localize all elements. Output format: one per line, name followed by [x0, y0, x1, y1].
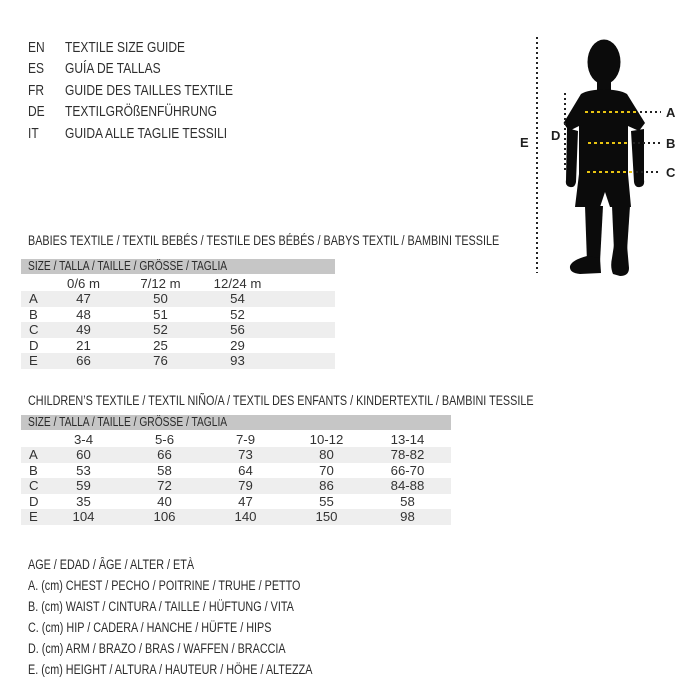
list-item [28, 101, 275, 122]
table-cell: 59 [76, 478, 91, 493]
language-title: GUIDE DES TAILLES TEXTILE [65, 81, 234, 99]
language-code: EN [28, 39, 45, 56]
arm-measure-line [564, 93, 566, 170]
chest-measure-label: A [666, 105, 676, 120]
table-row [21, 463, 451, 479]
table-cell: 60 [76, 447, 91, 462]
waist-measure-label: B [666, 136, 676, 151]
hip-measure-label: C [666, 165, 676, 180]
table-cell: 70 [319, 462, 334, 478]
table-cell: 35 [76, 493, 91, 509]
waist-connector-line [633, 142, 661, 144]
table-row [21, 509, 451, 525]
list-item [28, 80, 275, 101]
table-cell: 49 [76, 322, 91, 337]
table-cell: 80 [319, 447, 334, 462]
table-cell: 73 [238, 447, 253, 462]
table-cell: 66 [76, 353, 91, 368]
legend-chest-line: A. (cm) CHEST / PECHO / POITRINE / TRUHE / PETTO [28, 578, 301, 593]
table-cell: 86 [319, 478, 334, 493]
row-label: A [29, 291, 38, 306]
language-title: GUIDA ALLE TAGLIE TESSILI [65, 124, 228, 142]
table-cell: 54 [230, 291, 245, 306]
table-cell: 78-82 [390, 447, 425, 462]
row-label: D [29, 493, 39, 509]
legend-waist-line: B. (cm) WAIST / CINTURA / TAILLE / HÜFTUNG / VITA [28, 599, 294, 614]
language-title: GUÍA DE TALLAS [65, 60, 161, 78]
table-cell: 21 [76, 337, 91, 353]
table-cell: 56 [230, 322, 245, 337]
row-label: E [29, 353, 38, 368]
table-cell: 55 [319, 493, 334, 509]
row-label: A [29, 447, 38, 462]
table-row [21, 447, 451, 463]
column-header-row [21, 274, 335, 292]
column-header: 7-9 [235, 431, 256, 447]
table-cell: 98 [400, 509, 415, 524]
table-cell: 52 [230, 306, 245, 322]
table-cell: 58 [157, 462, 172, 478]
row-label: B [29, 462, 38, 478]
column-header: 3-4 [73, 431, 94, 447]
hip-connector-line [636, 171, 661, 173]
table-row [21, 353, 335, 369]
table-cell: 104 [72, 509, 95, 524]
legend-age-line: AGE / EDAD / ÂGE / ALTER / ETÀ [28, 557, 195, 572]
size-header-bar: SIZE / TALLA / TAILLE / GRÖSSE / TAGLIA [21, 259, 335, 274]
table-cell: 48 [76, 306, 91, 322]
table-cell: 50 [153, 291, 168, 306]
table-cell: 66 [157, 447, 172, 462]
table-cell: 29 [230, 337, 245, 353]
table-row [21, 307, 335, 323]
table-row [21, 338, 335, 354]
language-title: TEXTILE SIZE GUIDE [65, 39, 186, 56]
list-item [28, 37, 275, 58]
table-cell: 64 [238, 462, 253, 478]
chest-measure-line [585, 111, 638, 113]
table-cell: 47 [238, 493, 253, 509]
table-row [21, 478, 451, 494]
row-label: E [29, 509, 38, 524]
waist-measure-line [588, 142, 628, 144]
language-code: ES [28, 60, 45, 78]
babies-section-title: BABIES TEXTILE / TEXTIL BEBÉS / TESTILE DES BÉBÉS / BABYS TEXTIL / BAMBINI TESSILE [28, 233, 500, 248]
language-code: FR [28, 81, 44, 99]
column-header: 13-14 [390, 431, 425, 447]
row-label: C [29, 478, 39, 493]
column-header: 12/24 m [213, 275, 262, 291]
table-cell: 106 [153, 509, 176, 524]
table-cell: 76 [153, 353, 168, 368]
list-item [28, 123, 275, 144]
size-header-bar: SIZE / TALLA / TAILLE / GRÖSSE / TAGLIA [21, 415, 451, 430]
table-cell: 47 [76, 291, 91, 306]
row-label: D [29, 337, 39, 353]
language-code: DE [28, 103, 45, 121]
table-row [21, 291, 335, 307]
chest-connector-line [640, 111, 661, 113]
column-header: 10-12 [309, 431, 344, 447]
babies-size-table [21, 259, 335, 369]
table-cell: 53 [76, 462, 91, 478]
table-cell: 40 [157, 493, 172, 509]
language-title: TEXTILGRÖßENFÜHRUNG [65, 103, 218, 121]
table-row [21, 322, 335, 338]
hip-measure-line [587, 171, 632, 173]
table-row [21, 494, 451, 510]
list-item [28, 58, 275, 79]
legend-hip-line: C. (cm) HIP / CADERA / HANCHE / HÜFTE / HIPS [28, 620, 272, 635]
column-header: 5-6 [154, 431, 175, 447]
legend-arm-line: D. (cm) ARM / BRAZO / BRAS / WAFFEN / BRACCIA [28, 641, 286, 656]
measure-legend [28, 554, 384, 680]
height-measure-label: E [520, 135, 529, 150]
legend-height-line: E. (cm) HEIGHT / ALTURA / HAUTEUR / HÖHE / ALTEZZA [28, 662, 313, 677]
language-code: IT [28, 124, 39, 142]
row-label: C [29, 322, 39, 337]
table-cell: 66-70 [390, 462, 425, 478]
table-cell: 79 [238, 478, 253, 493]
table-cell: 72 [157, 478, 172, 493]
language-title-list [28, 37, 275, 144]
column-header: 7/12 m [140, 275, 181, 291]
table-cell: 140 [234, 509, 257, 524]
arm-measure-label: D [551, 128, 561, 143]
table-cell: 84-88 [390, 478, 425, 493]
table-cell: 51 [153, 306, 168, 322]
table-cell: 25 [153, 337, 168, 353]
children-section-title: CHILDREN’S TEXTILE / TEXTIL NIÑO/A / TEXTIL DES ENFANTS / KINDERTEXTIL / BAMBINI TESSILE [28, 393, 534, 408]
table-cell: 52 [153, 322, 168, 337]
table-cell: 150 [315, 509, 338, 524]
column-header-row [21, 430, 451, 448]
row-label: B [29, 306, 38, 322]
children-size-table [21, 415, 451, 525]
column-header: 0/6 m [67, 275, 100, 291]
table-cell: 58 [400, 493, 415, 509]
table-cell: 93 [230, 353, 245, 368]
